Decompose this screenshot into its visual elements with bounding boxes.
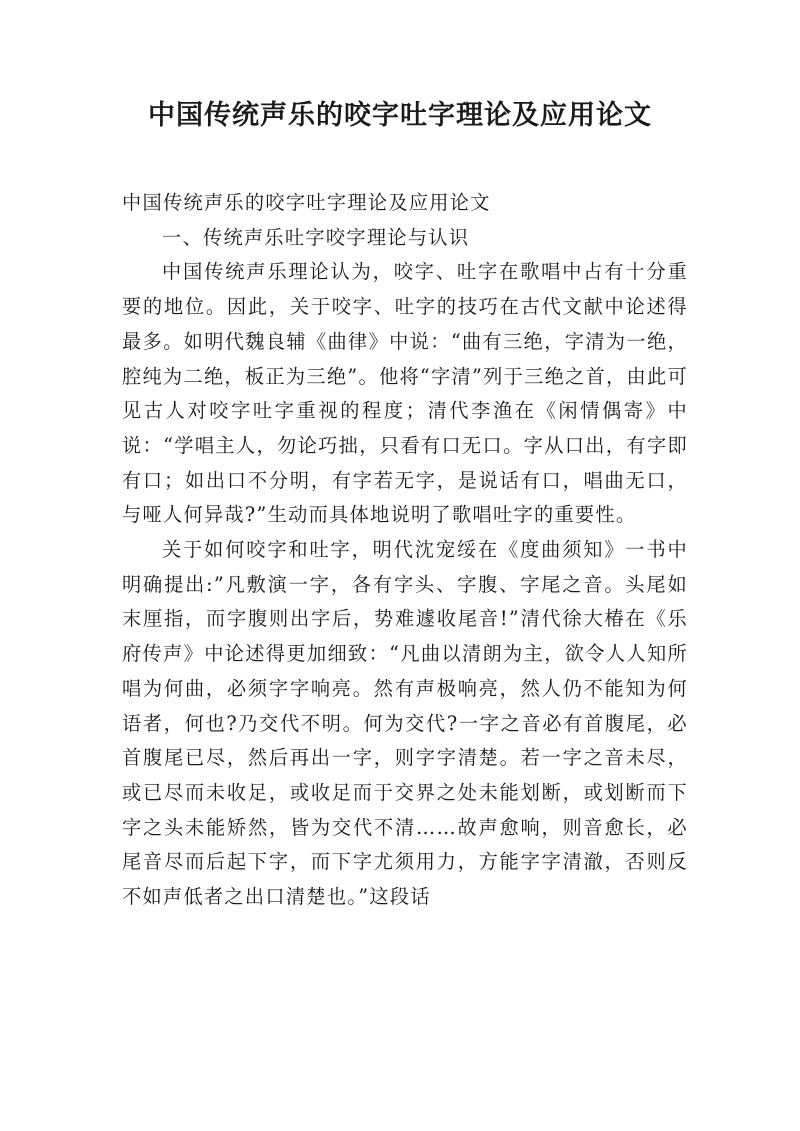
- document-body: [122, 186, 688, 915]
- paragraph: 关于如何咬字和吐字，明代沈宠绥在《度曲须知》一书中明确提出:”凡敷演一字，各有字头、字腹、字尾之音。头尾如末厘指，而字腹则出字后，势难遽收尾音!”清代徐大椿在《乐府传声》中论述得更加细致：“凡曲以清朗为主，欲令人人知所唱为何曲，必须字字响亮。然有声极响亮，然人仍不能知为何语者，何也?乃交代不明。何为交代?一字之音必有首腹尾，必首腹尾已尽，然后再出一字，则字字清楚。若一字之音未尽，或已尽而未收足，或收足而于交界之处未能划断，或划断而下字之头未能矫然，皆为交代不清……故声愈响，则音愈长，必尾音尽而后起下字，而下字尤须用力，方能字字清澈，否则反不如声低者之出口清楚也。”这段话: [122, 538, 688, 909]
- document-subtitle: 中国传统声乐的咬字吐字理论及应用论文: [122, 191, 491, 214]
- paragraph: 中国传统声乐理论认为，咬字、吐字在歌唱中占有十分重要的地位。因此，关于咬字、吐字的技巧在古代文献中论述得最多。如明代魏良辅《曲律》中说：“曲有三绝，字清为一绝，腔纯为二绝，板正为三绝”。他将“字清”列于三绝之首，由此可见古人对咬字吐字重视的程度；清代李渔在《闲情偶寄》中说：“学唱主人，勿论巧拙，只看有口无口。字从口出，有字即有口；如出口不分明，有字若无字，是说话有口，唱曲无口，与哑人何异哉?”生动而具体地说明了歌唱吐字的重要性。: [122, 260, 689, 527]
- document-title: 中国传统声乐的咬字吐字理论及应用论文: [148, 100, 652, 131]
- section-heading: 一、传统声乐吐字咬字理论与认识: [162, 225, 470, 249]
